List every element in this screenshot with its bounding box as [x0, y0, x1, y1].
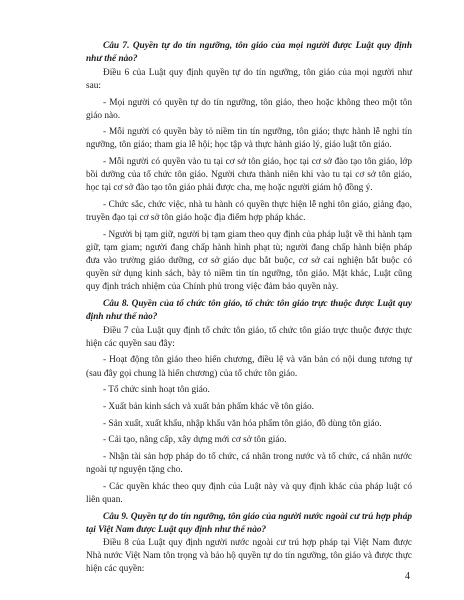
- list-item: - Tổ chức sinh hoạt tôn giáo.: [103, 385, 210, 396]
- list-item: - Mỗi người có quyền bày tỏ niềm tin tín ngưỡng, tôn giáo; thực hành lễ nghi tín ngưỡng, tôn giáo; tham gia lễ hội; học tập và thực hành giáo lý, giáo luật tôn giáo.: [86, 127, 412, 151]
- list-item: - Sản xuất, xuất khẩu, nhập khẩu văn hóa phẩm tôn giáo, đồ dùng tôn giáo.: [103, 418, 382, 429]
- body-paragraph: Điều 8 của Luật quy định người nước ngoài cư trú hợp pháp tại Việt Nam được Nhà nước Việt Nam tôn trọng và bảo hộ quyền tự do tín ngưỡng, tôn giáo và được thực hiện các quyền:: [86, 538, 412, 575]
- list-item: - Chức sắc, chức việc, nhà tu hành có quyền thực hiện lễ nghi tôn giáo, giảng đạo, truyền đạo tại cơ sở tôn giáo hoặc địa điểm hợp pháp khác.: [86, 200, 412, 224]
- list-item: - Cải tạo, nâng cấp, xây dựng mới cơ sở tôn giáo.: [103, 435, 287, 446]
- list-item: - Người bị tạm giữ, người bị tạm giam theo quy định của pháp luật về thi hành tạm giữ, tạm giam; người đang chấp hành hình phạt tù; người đang chấp hành biện pháp đưa vào trường giáo dưỡng, cơ sở giáo dục bắt buộc, cơ sở cai nghiện bắt buộc có quyền sử dụng kinh sách, bày tỏ niềm tin tín ngưỡng, tôn giáo. Mặt khác, Luật cũng quy định trách nhiệm của Chính phủ trong việc đảm bảo quyền này.: [86, 229, 412, 293]
- question-heading: Câu 8. Quyền của tổ chức tôn giáo, tổ chức tôn giáo trực thuộc được Luật quy định như thế nào?: [86, 298, 412, 322]
- list-item: - Mỗi người có quyền vào tu tại cơ sở tôn giáo, học tại cơ sở đào tạo tôn giáo, lớp bồi dưỡng của tổ chức tôn giáo. Người chưa thành niên khi vào tu tại cơ sở tôn giáo, học tại cơ sở đào tạo tôn giáo phải được cha, mẹ hoặc người giám hộ đồng ý.: [86, 157, 412, 194]
- page-number: 4: [405, 571, 410, 582]
- body-paragraph: Điều 7 của Luật quy định tổ chức tôn giáo, tổ chức tôn giáo trực thuộc được thực hiện các quyền sau đây:: [86, 325, 412, 349]
- list-item: - Mọi người có quyền tự do tín ngưỡng, tôn giáo, theo hoặc không theo một tôn giáo nào.: [86, 97, 412, 121]
- question-heading: Câu 7. Quyền tự do tín ngưỡng, tôn giáo của mọi người được Luật quy định như thế nào?: [86, 41, 412, 65]
- question-heading: Câu 9. Quyền tự do tín ngưỡng, tôn giáo của người nước ngoài cư trú hợp pháp tại Việt Nam được Luật quy định như thế nào?: [86, 511, 412, 535]
- list-item: - Các quyền khác theo quy định của Luật này và quy định khác của pháp luật có liên quan.: [86, 481, 412, 505]
- list-item: - Hoạt động tôn giáo theo hiến chương, điều lệ và văn bản có nội dung tương tự (sau đây gọi chung là hiến chương) của tổ chức tôn giáo.: [86, 355, 412, 379]
- list-item: - Xuất bản kinh sách và xuất bản phẩm khác về tôn giáo.: [103, 401, 314, 412]
- page-content: [86, 40, 412, 580]
- list-item: - Nhận tài sản hợp pháp do tổ chức, cá nhân trong nước và tổ chức, cá nhân nước ngoài tự nguyện tặng cho.: [86, 451, 412, 476]
- body-paragraph: Điều 6 của Luật quy định quyền tự do tín ngưỡng, tôn giáo của mọi người như sau:: [86, 67, 412, 91]
